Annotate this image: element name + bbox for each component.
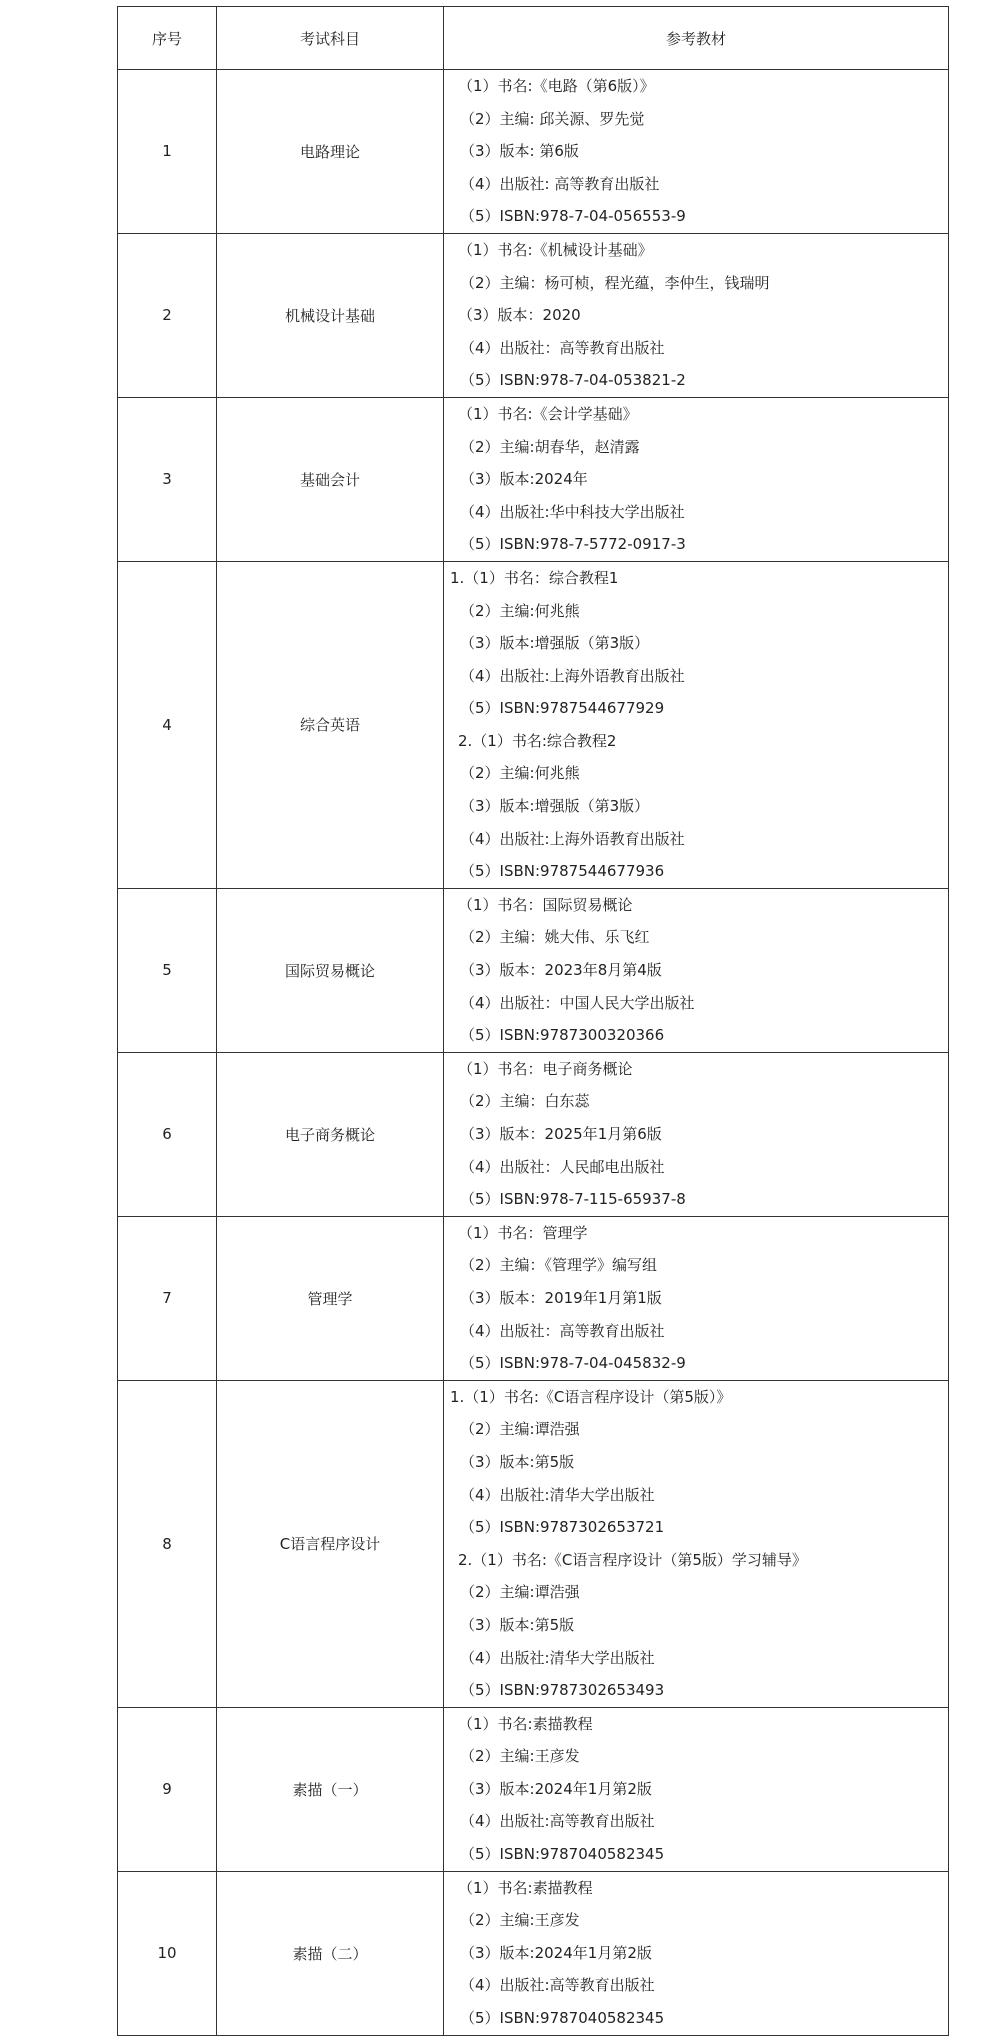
textbook-line: （2）主编：白东蕊	[460, 1092, 590, 1111]
textbook-line: （2）主编:胡春华，赵清露	[460, 437, 640, 456]
textbook-line: （1）书名:《电路（第6版）》	[458, 77, 655, 95]
exam-subject: 管理学	[217, 1216, 444, 1380]
row-number: 7	[118, 1216, 217, 1380]
textbook-line: （4）出版社：中国人民大学出版社	[460, 993, 695, 1012]
table-row	[118, 1052, 949, 1216]
textbook-line: （5）ISBN:9787302653721	[460, 1518, 665, 1537]
table-header-row	[118, 7, 949, 70]
textbook-line: （4）出版社：高等教育出版社	[460, 338, 665, 357]
textbook-line: （5）ISBN:9787302653493	[460, 1681, 665, 1700]
textbook-line: （4）出版社:上海外语教育出版社	[460, 829, 685, 848]
textbook-line: （5）ISBN:9787040582345	[460, 1845, 665, 1864]
textbook-line: （4）出版社:清华大学出版社	[460, 1648, 655, 1667]
textbook-line: （4）出版社: 高等教育出版社	[460, 174, 660, 193]
exam-subject: 电子商务概论	[217, 1052, 444, 1216]
row-number: 1	[118, 70, 217, 234]
header-subject: 考试科目	[217, 7, 444, 70]
reference-textbook-cell	[444, 1216, 949, 1380]
textbook-line: （1）书名:《会计学基础》	[458, 404, 638, 423]
textbook-line: （3）版本:2024年1月第2版	[460, 1779, 652, 1798]
row-number: 4	[118, 561, 217, 888]
textbook-line: （5）ISBN:9787544677936	[460, 862, 665, 881]
exam-subject: 电路理论	[217, 70, 444, 234]
exam-subject: 基础会计	[217, 397, 444, 561]
textbook-line: （5）ISBN:978-7-5772-0917-3	[460, 535, 686, 554]
textbook-line: （4）出版社:高等教育出版社	[460, 1976, 655, 1995]
textbook-line: （2）主编：姚大伟、乐飞红	[460, 928, 650, 947]
textbook-line: （2）主编:王彦发	[460, 1747, 580, 1766]
textbook-line: （1）书名:素描教程	[458, 1714, 593, 1733]
textbook-line: （3）版本:增强版（第3版）	[460, 634, 650, 653]
row-number: 5	[118, 888, 217, 1052]
reference-textbook-cell	[444, 233, 949, 397]
reference-textbook-table	[117, 6, 949, 2036]
row-number: 10	[118, 1871, 217, 2035]
textbook-line: （5）ISBN:9787300320366	[460, 1026, 665, 1045]
reference-textbook-cell	[444, 397, 949, 561]
exam-subject: 素描（一）	[217, 1707, 444, 1871]
reference-textbook-cell	[444, 1052, 949, 1216]
textbook-line: 2.（1）书名:综合教程2	[458, 731, 617, 750]
textbook-line: （2）主编: 邱关源、罗先觉	[460, 109, 645, 128]
row-number: 6	[118, 1052, 217, 1216]
exam-subject: 综合英语	[217, 561, 444, 888]
textbook-line: （1）书名:素描教程	[458, 1878, 593, 1897]
textbook-line: （4）出版社:上海外语教育出版社	[460, 666, 685, 685]
textbook-line: （2）主编:何兆熊	[460, 601, 580, 620]
textbook-line: （3）版本：2019年1月第1版	[460, 1288, 662, 1307]
textbook-line: 1.（1）书名:《C语言程序设计（第5版）》	[450, 1387, 732, 1406]
textbook-line: （3）版本:增强版（第3版）	[460, 797, 650, 816]
exam-subject: 素描（二）	[217, 1871, 444, 2035]
textbook-line: （1）书名：电子商务概论	[458, 1059, 633, 1078]
textbook-line: （1）书名:《机械设计基础》	[458, 240, 653, 259]
textbook-line: （3）版本:第5版	[460, 1615, 575, 1634]
textbook-line: （4）出版社:华中科技大学出版社	[460, 502, 685, 521]
textbook-line: （4）出版社：高等教育出版社	[460, 1321, 665, 1340]
exam-subject: 国际贸易概论	[217, 888, 444, 1052]
textbook-line: （1）书名：管理学	[458, 1223, 588, 1242]
textbook-line: （2）主编:谭浩强	[460, 1583, 580, 1602]
table-row	[118, 1380, 949, 1707]
table-row	[118, 233, 949, 397]
reference-textbook-cell	[444, 1707, 949, 1871]
row-number: 3	[118, 397, 217, 561]
textbook-line: （5）ISBN:978-7-115-65937-8	[460, 1190, 686, 1209]
textbook-line: （5）ISBN:9787544677929	[460, 699, 665, 718]
textbook-line: （2）主编:谭浩强	[460, 1420, 580, 1439]
row-number: 2	[118, 233, 217, 397]
header-textbook: 参考教材	[444, 7, 949, 70]
table-row	[118, 1871, 949, 2035]
table-row	[118, 1216, 949, 1380]
textbook-line: （2）主编:何兆熊	[460, 764, 580, 783]
exam-subject: C语言程序设计	[217, 1380, 444, 1707]
textbook-line: （5）ISBN:978-7-04-053821-2	[460, 371, 686, 390]
textbook-line: （2）主编：杨可桢，程光蕴，李仲生，钱瑞明	[460, 273, 770, 292]
textbook-line: （3）版本:2024年1月第2版	[460, 1943, 652, 1962]
reference-textbook-cell	[444, 561, 949, 888]
textbook-line: （3）版本：2020	[458, 306, 581, 325]
textbook-line: （3）版本:2024年	[460, 470, 588, 489]
textbook-line: （4）出版社：人民邮电出版社	[460, 1157, 665, 1176]
table-row	[118, 397, 949, 561]
reference-textbook-cell	[444, 1380, 949, 1707]
textbook-line: （5）ISBN:978-7-04-045832-9	[460, 1354, 686, 1373]
table-row	[118, 1707, 949, 1871]
textbook-line: （3）版本：2025年1月第6版	[460, 1125, 662, 1143]
table-row	[118, 561, 949, 888]
textbook-line: （5）ISBN:9787040582345	[460, 2009, 665, 2028]
textbook-line: （2）主编:王彦发	[460, 1911, 580, 1930]
table-row	[118, 888, 949, 1052]
textbook-line: （3）版本:第5版	[460, 1452, 575, 1471]
table-body	[118, 70, 949, 2036]
textbook-line: （1）书名：国际贸易概论	[458, 895, 633, 914]
row-number: 9	[118, 1707, 217, 1871]
textbook-line: 2.（1）书名:《C语言程序设计（第5版）学习辅导》	[458, 1550, 807, 1569]
row-number: 8	[118, 1380, 217, 1707]
header-num: 序号	[118, 7, 217, 70]
textbook-line: （4）出版社:高等教育出版社	[460, 1812, 655, 1831]
reference-textbook-cell	[444, 888, 949, 1052]
textbook-line: （3）版本: 第6版	[460, 142, 579, 161]
textbook-line: （4）出版社:清华大学出版社	[460, 1485, 655, 1504]
textbook-line: （5）ISBN:978-7-04-056553-9	[460, 207, 686, 226]
table-row	[118, 70, 949, 234]
reference-textbook-cell	[444, 1871, 949, 2035]
reference-textbook-cell	[444, 70, 949, 234]
textbook-line: （2）主编：《管理学》编写组	[460, 1256, 658, 1275]
exam-subject: 机械设计基础	[217, 233, 444, 397]
textbook-line: 1.（1）书名：综合教程1	[450, 568, 619, 587]
textbook-line: （3）版本：2023年8月第4版	[460, 961, 662, 980]
